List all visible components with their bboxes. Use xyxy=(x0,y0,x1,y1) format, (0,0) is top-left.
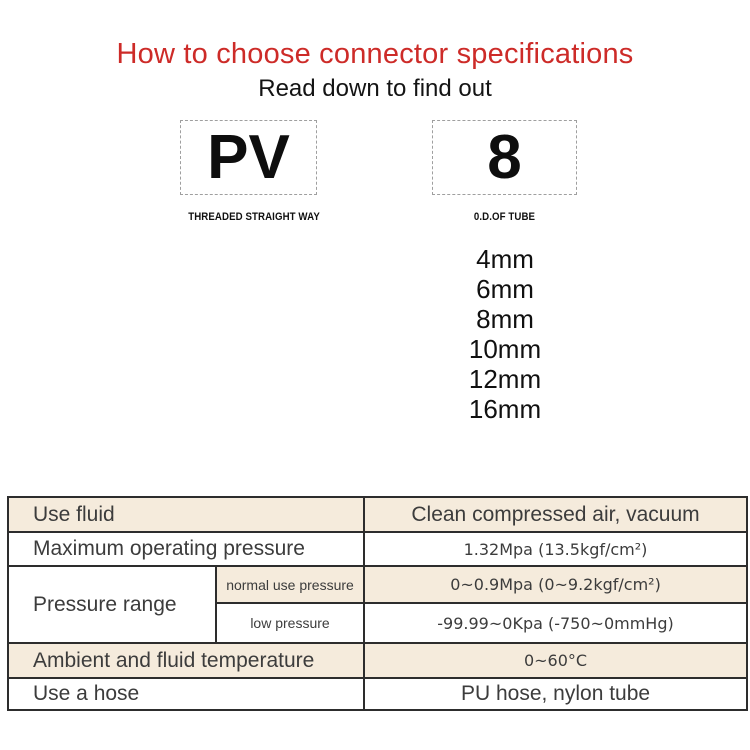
tube-size-item: 8mm xyxy=(476,304,534,334)
tube-size-item: 16mm xyxy=(468,394,542,424)
table-row-use-fluid xyxy=(8,497,747,532)
table-row-temperature xyxy=(8,643,747,678)
subrow-label-normal-pressure: normal use pressure xyxy=(216,566,364,603)
row-label-use-fluid: Use fluid xyxy=(8,497,364,532)
row-value-temperature: 0~60°C xyxy=(364,643,747,678)
row-label-pressure-range: Pressure range xyxy=(8,566,216,643)
page-title: How to choose connector specifications xyxy=(116,38,634,70)
row-value-max-pressure: 1.32Mpa (13.5kgf/cm²) xyxy=(364,532,747,566)
row-label-temperature: Ambient and fluid temperature xyxy=(8,643,364,678)
table-row-hose xyxy=(8,678,747,710)
table-row-max-pressure xyxy=(8,532,747,566)
row-label-max-pressure: Maximum operating pressure xyxy=(8,532,364,566)
subrow-value-normal-pressure: 0~0.9Mpa (0~9.2kgf/cm²) xyxy=(364,566,747,603)
tube-size-item: 4mm xyxy=(476,244,534,274)
tube-size-item: 10mm xyxy=(468,334,542,364)
spec-code-caption-size: 0.D.OF TUBE xyxy=(473,211,536,223)
row-value-use-fluid: Clean compressed air, vacuum xyxy=(364,497,747,532)
spec-code-box-size xyxy=(432,120,577,195)
subrow-label-low-pressure: low pressure xyxy=(216,603,364,643)
row-value-hose: PU hose, nylon tube xyxy=(364,678,747,710)
spec-table xyxy=(7,496,748,711)
tube-size-item: 6mm xyxy=(476,274,534,304)
spec-code-box-series xyxy=(180,120,317,195)
tube-size-item: 12mm xyxy=(468,364,542,394)
tube-size-list xyxy=(405,244,605,424)
spec-code-series: PV xyxy=(207,122,290,192)
subrow-value-low-pressure: -99.99~0Kpa (-750~0mmHg) xyxy=(364,603,747,643)
spec-code-caption-series: THREADED STRAIGHT WAY xyxy=(188,211,320,223)
spec-code-size: 8 xyxy=(487,122,522,192)
table-row-normal-pressure xyxy=(8,566,747,603)
page-subtitle: Read down to find out xyxy=(258,75,492,102)
row-label-hose: Use a hose xyxy=(8,678,364,710)
